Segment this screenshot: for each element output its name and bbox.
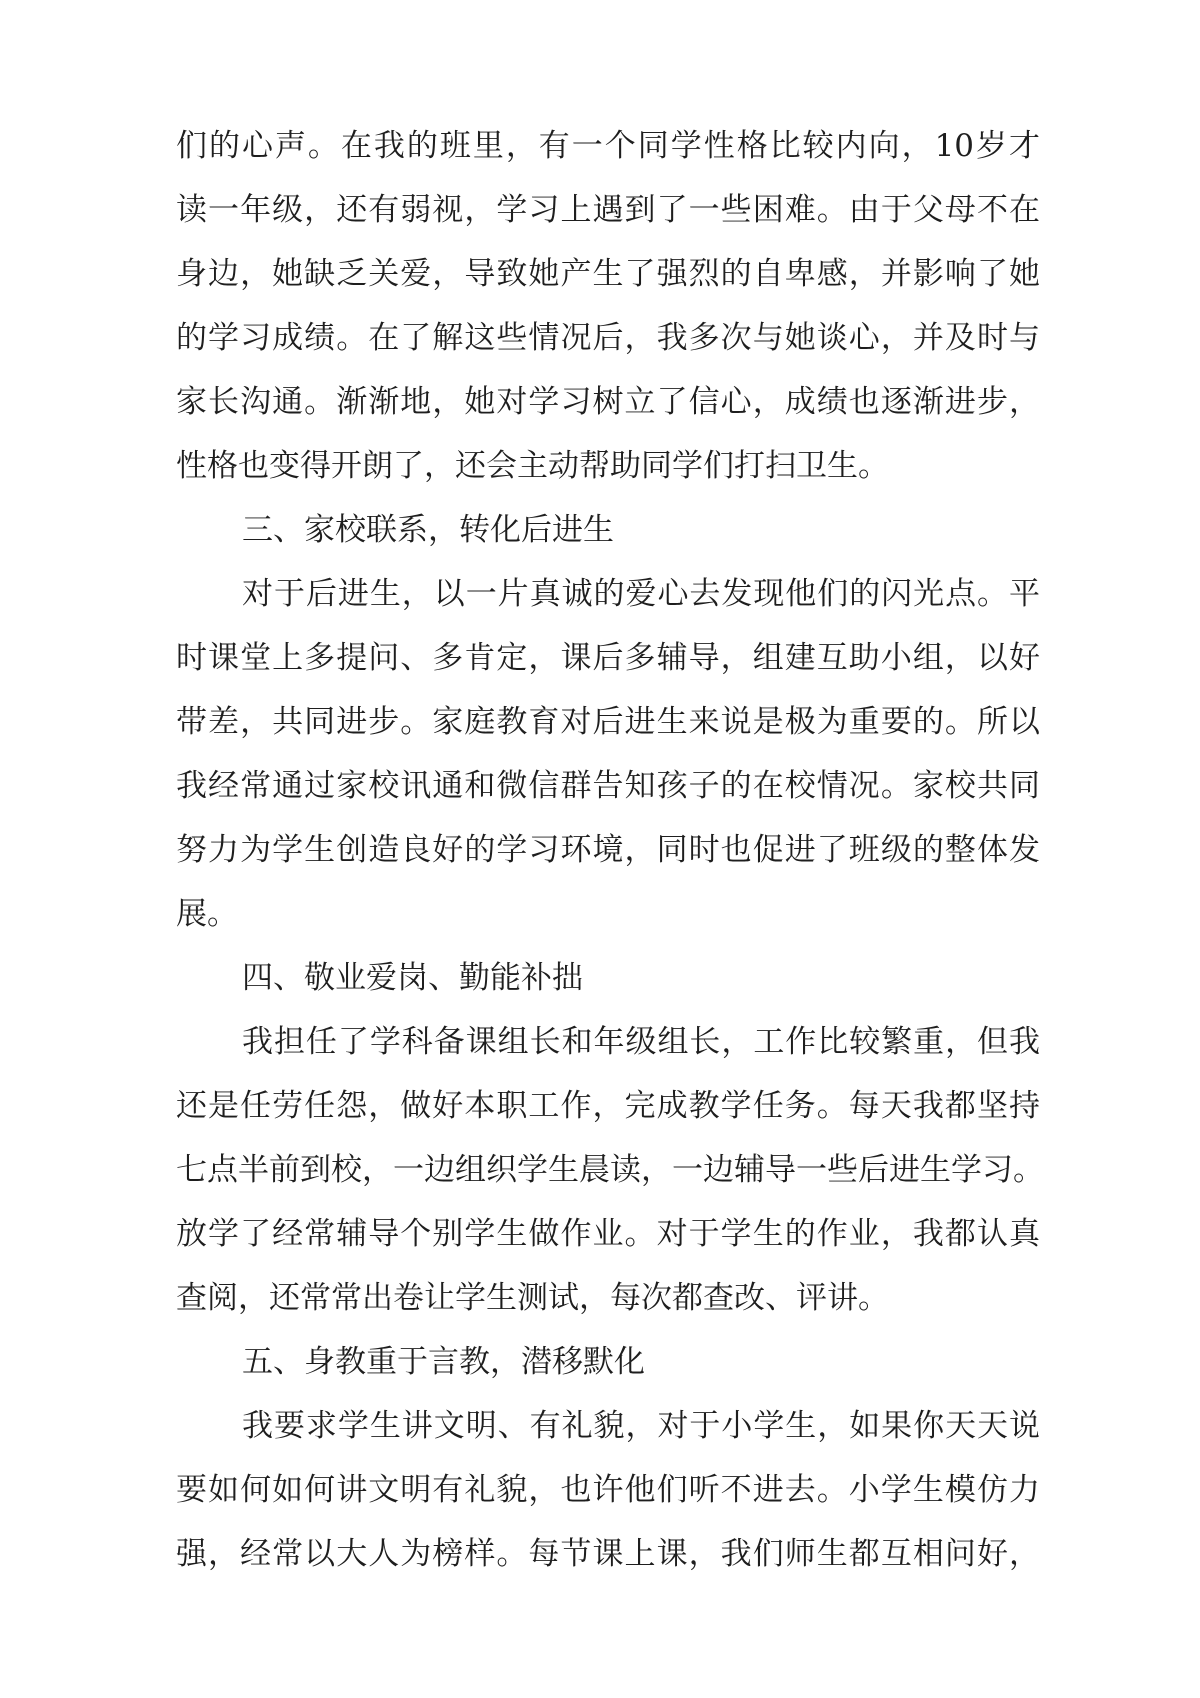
text-line: 身边，她缺乏关爱，导致她产生了强烈的自卑感，并影响了她: [176, 256, 1040, 292]
text-line: 查阅，还常常出卷让学生测试，每次都查改、评讲。: [176, 1280, 889, 1316]
text-line: 努力为学生创造良好的学习环境，同时也促进了班级的整体发: [176, 832, 1040, 868]
text-line: 带差，共同进步。家庭教育对后进生来说是极为重要的。所以: [176, 704, 1040, 740]
text-line: 我担任了学科备课组长和年级组长，工作比较繁重，但我: [242, 1024, 1040, 1060]
section-heading: 四、敬业爱岗、勤能补拙: [242, 960, 583, 996]
text-line: 七点半前到校，一边组织学生晨读，一边辅导一些后进生学习。: [176, 1152, 1044, 1188]
text-line: 我要求学生讲文明、有礼貌，对于小学生，如果你天天说: [242, 1408, 1040, 1444]
section-heading: 五、身教重于言教，潜移默化: [242, 1344, 645, 1380]
text-line: 们的心声。在我的班里，有一个同学性格比较内向，10岁才: [176, 128, 1040, 164]
text-line: 还是任劳任怨，做好本职工作，完成教学任务。每天我都坚持: [176, 1088, 1040, 1124]
text-line: 强，经常以大人为榜样。每节课上课，我们师生都互相问好，: [176, 1536, 1040, 1572]
section-heading: 三、家校联系，转化后进生: [242, 512, 614, 548]
text-line: 时课堂上多提问、多肯定，课后多辅导，组建互助小组，以好: [176, 640, 1040, 676]
text-line: 家长沟通。渐渐地，她对学习树立了信心，成绩也逐渐进步，: [176, 384, 1040, 420]
text-line: 性格也变得开朗了，还会主动帮助同学们打扫卫生。: [176, 448, 889, 484]
text-line: 放学了经常辅导个别学生做作业。对于学生的作业，我都认真: [176, 1216, 1040, 1252]
text-line: 要如何如何讲文明有礼貌，也许他们听不进去。小学生模仿力: [176, 1472, 1040, 1508]
text-line: 我经常通过家校讯通和微信群告知孩子的在校情况。家校共同: [176, 768, 1040, 804]
document-body: [176, 114, 1044, 1586]
text-line: 的学习成绩。在了解这些情况后，我多次与她谈心，并及时与: [176, 320, 1040, 356]
text-line: 读一年级，还有弱视，学习上遇到了一些困难。由于父母不在: [176, 192, 1040, 228]
text-line: 展。: [176, 896, 238, 932]
text-line: 对于后进生，以一片真诚的爱心去发现他们的闪光点。平: [242, 576, 1040, 612]
